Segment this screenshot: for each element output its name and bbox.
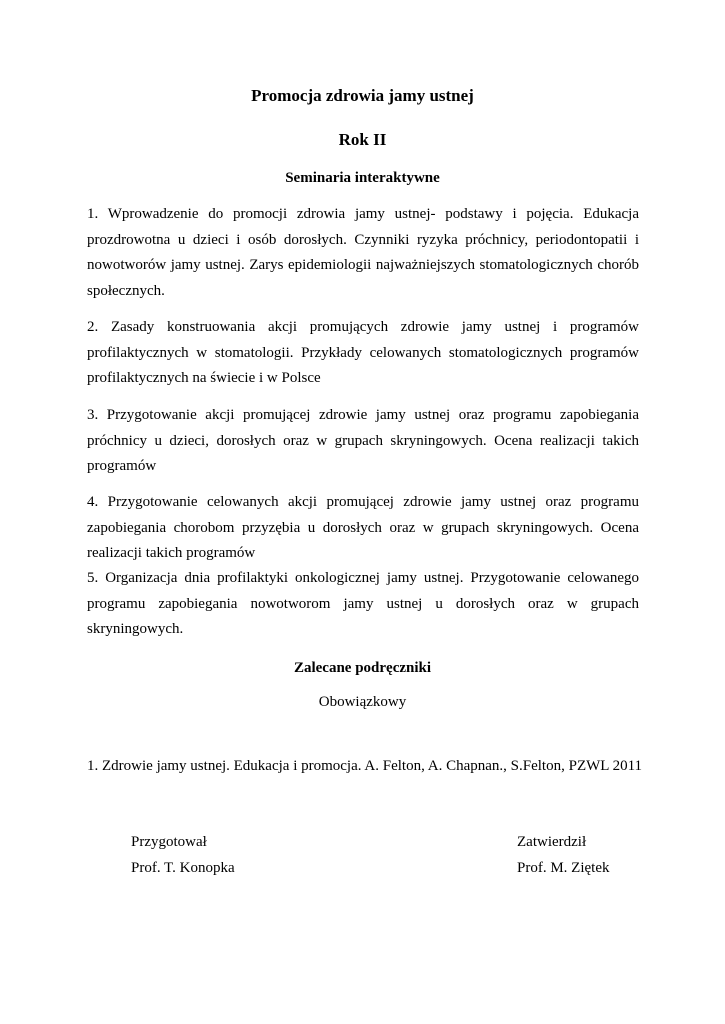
topic-paragraph: 2. Zasady konstruowania akcji promujących zdrowie jamy ustnej i programów profilaktycznych w stomatologii. Przykłady celowanych stomatologicznych programów profilaktycznych na świecie i w Polsce (87, 319, 639, 386)
topic-paragraph: 3. Przygotowanie akcji promującej zdrowie jamy ustnej oraz programu zapobiegania próchnicy u dzieci, dorosłych oraz w grupach skryningowych. Ocena realizacji takich programów (87, 407, 639, 474)
document-year: Rok II (338, 130, 387, 149)
topic-paragraph: 4. Przygotowanie celowanych akcji promującej zdrowie jamy ustnej oraz programu zapobiegania chorobom przyzębia u dorosłych oraz w grupach skryningowych. Ocena realizacji takich programów (87, 494, 639, 561)
topic-paragraph: 5. Organizacja dnia profilaktyki onkologicznej jamy ustnej. Przygotowanie celowanego programu zapobiegania nowotworom jamy ustnej u dorosłych oraz w grupach skryningowych. (87, 570, 639, 637)
textbooks-category: Obowiązkowy (318, 694, 407, 710)
document-title: Promocja zdrowia jamy ustnej (251, 86, 474, 105)
approved-signature-block (517, 830, 609, 881)
prepared-signature-block (131, 830, 235, 881)
approved-label: Zatwierdził (517, 834, 587, 850)
textbook-reference: 1. Zdrowie jamy ustnej. Edukacja i promocja. A. Felton, A. Chapnan., S.Felton, PZWL 2011 (87, 758, 643, 774)
prepared-by-name: Prof. T. Konopka (131, 859, 235, 876)
textbooks-heading: Zalecane podręczniki (293, 660, 432, 676)
section-heading: Seminaria interaktywne (285, 170, 440, 186)
prepared-label: Przygotował (131, 834, 207, 850)
approved-by-name: Prof. M. Ziętek (517, 859, 610, 876)
topic-paragraph: 1. Wprowadzenie do promocji zdrowia jamy ustnej- podstawy i pojęcia. Edukacja prozdrowotna u dzieci i osób dorosłych. Czynniki ryzyka próchnicy, periodontopatii i nowotworów jamy ustnej. Zarys epidemiologii najważniejszych stomatologicznych chorób społecznych. (87, 206, 639, 299)
